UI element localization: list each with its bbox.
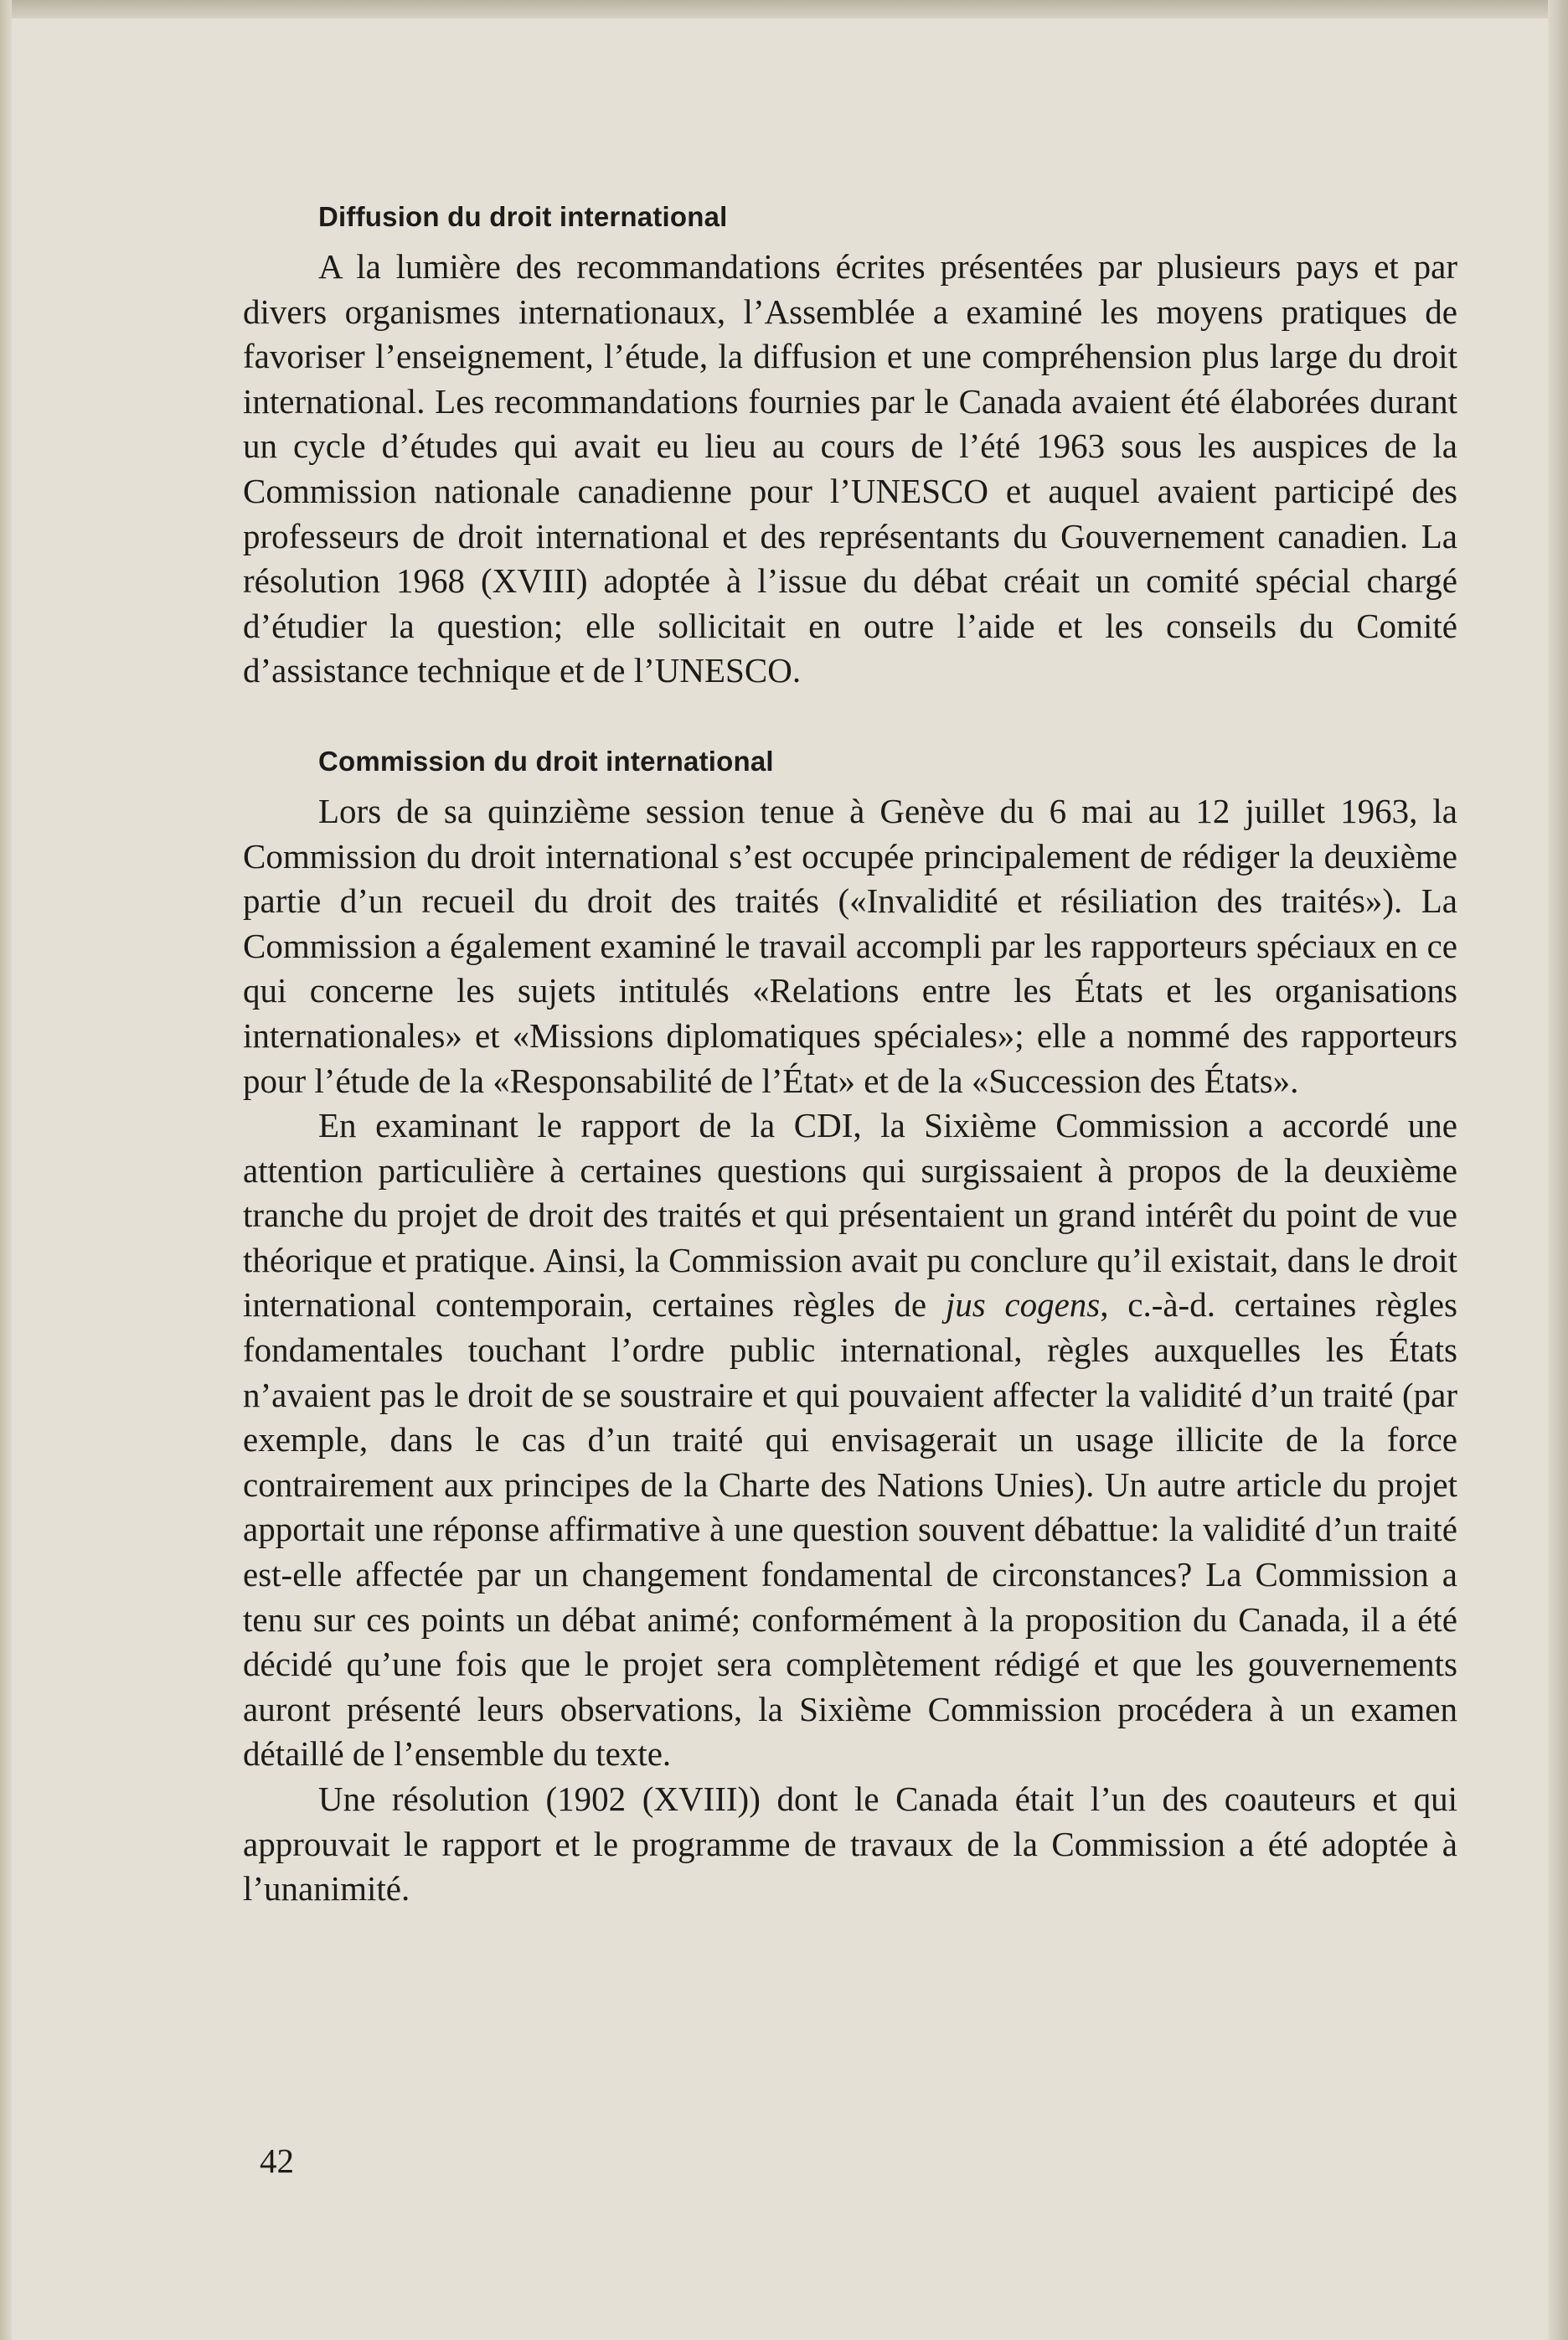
section-heading-commission: Commission du droit international	[318, 745, 774, 777]
paragraph-diffusion: A la lumière des recommandations écrites présentées par plusieurs pays et par divers organismes internationaux, l’Assemblée a examiné les moyens pratiques de favoriser l’enseignement, l’étude, la diffusion et une compréhension plus large du droit international. Les recommandations fournies par le Canada avaient été élaborées durant un cycle d’études qui avait eu lieu au cours de l’été 1963 sous les auspices de la Commission nationale canadienne pour l’UNESCO et auquel avaient participé des professeurs de droit international et des représentants du Gouvernement canadien. La résolution 1968 (XVIII) adoptée à l’issue du débat créait un comité spécial chargé d’étudier la question; elle sollicitait en outre l’aide et les conseils du Comité d’assistance technique et de l’UNESCO.	[243, 247, 1457, 690]
page-content	[243, 201, 1457, 1912]
paragraph-cdi-report-part1: En examinant le rapport de la CDI, la Sixième Commission a accordé une attention particulière à certaines questions qui surgissaient à propos de la deuxième tranche du projet de droit des traités et qui présentaient un grand intérêt du point de vue théorique et pratique. Ainsi, la Commission avait pu conclure qu’il existait, dans le droit international contemporain, certaines règles de	[243, 1106, 1457, 1325]
paragraph-cdi-report-part2: , c.-à-d. certaines règles fondamentales touchant l’ordre public international, règles auxquelles les États n’avaient pas le droit de se soustraire et qui pouvaient affecter la validité d’un traité (par exemple, dans le cas d’un traité qui envisagerait un usage illicite de la force contrairement aux principes de la Charte des Nations Unies). Un autre article du projet apportait une réponse affirmative à une question souvent débattue: la validité d’un traité est-elle affectée par un changement fondamental de circonstances? La Commission a tenu sur ces points un débat animé; conformément à la proposition du Canada, il a été décidé qu’une fois que le projet sera complètement rédigé et que les gouvernements auront présenté leurs observations, la Sixième Commission procédera à un examen détaillé de l’ensemble du texte.	[243, 1285, 1457, 1774]
paragraph-cdi-report	[243, 1103, 1457, 1777]
jus-cogens-italic: jus cogens	[945, 1285, 1101, 1325]
page-left-edge	[0, 0, 12, 2340]
paragraph-resolution: Une résolution (1902 (XVIII)) dont le Canada était l’un des coauteurs et qui approuvait le rapport et le programme de travaux de la Commission a été adoptée à l’unanimité.	[243, 1780, 1457, 1909]
section-heading-diffusion: Diffusion du droit international	[318, 201, 728, 232]
paragraph-commission-session: Lors de sa quinzième session tenue à Genève du 6 mai au 12 juillet 1963, la Commission du droit international s’est occupée principalement de rédiger la deuxième partie d’un recueil du droit des traités («Invalidité et résiliation des traités»). La Commission a également examiné le travail accompli par les rapporteurs spéciaux en ce qui concerne les sujets intitulés «Relations entre les États et les organisations internationales» et «Missions diplomatiques spéciales»; elle a nommé des rapporteurs pour l’étude de la «Responsabilité de l’État» et de la «Succession des États».	[243, 791, 1457, 1100]
page-right-edge	[1548, 0, 1568, 2340]
page-top-edge	[0, 0, 1568, 18]
page-number: 42	[260, 2141, 294, 2180]
